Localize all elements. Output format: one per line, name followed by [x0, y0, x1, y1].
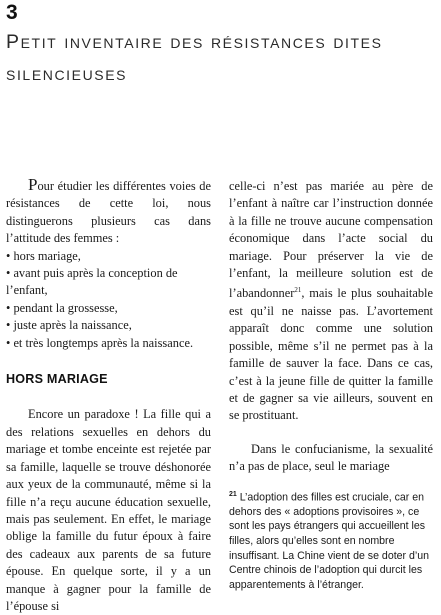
paragraph-text-part-1: celle-ci n’est pas mariée au père de l’enfant à naître car l’instruction donnée à la fille ne trouve aucune compensation économique dans l’acte social du mariage. Pour préserver la vie de l’enfant, la meilleure solution est de l’abandonner: [229, 179, 433, 301]
bullet-item: • hors mariage,: [6, 248, 211, 265]
bullet-list: [6, 248, 211, 352]
section-heading: HORS MARIAGE: [6, 372, 108, 387]
paragraph-continued: [229, 178, 433, 425]
footnote: [229, 488, 433, 593]
right-column: [229, 178, 433, 592]
paragraph-text-part-2: , mais le plus souhaitable est qu’il ne naisse pas. L’avortement apparaît donc comme une solution possible, même s’il ne permet pas à la famille de sauver la face. Dans ce cas, c’est à la jeune fille de quitter la famille et de gagner sa vie ailleurs, souvent en se prostituant.: [229, 286, 433, 423]
left-column: [6, 175, 211, 615]
bullet-item: • avant puis après la conception de l’enfant,: [6, 265, 211, 300]
bullet-item: • juste après la naissance,: [6, 317, 211, 334]
footnote-reference: 21: [294, 286, 302, 295]
intro-paragraph: [6, 175, 211, 248]
paragraph-confucianism: Dans le confucianisme, la sexualité n’a pas de place, seul le mariage: [229, 441, 433, 474]
chapter-number: 3: [6, 1, 18, 24]
bullet-item: • et très longtemps après la naissance.: [6, 335, 211, 352]
footnote-mark: 21: [229, 490, 237, 498]
footnote-text: L’adoption des filles est cruciale, car en dehors des « adoptions provisoires », ce sont les pays étrangers qui accueillent les filles, alors qu’elles sont en nombre insuffisant. La Chine vient de se doter d’un Centre chinois de l’adoption qui durcit les apparentements à l’étranger.: [229, 491, 430, 591]
drop-cap: P: [28, 175, 38, 194]
section-paragraph: Encore un paradoxe ! La fille qui a des relations sexuelles en dehors du mariage et tombe enceinte est rejetée par sa famille, laquelle se trouve déshonorée aux yeux de la communauté, même si la fille n’a reçu aucune éducation sexuelle, mais pas seulement. En effet, le mariage oblige la famille du futur époux à faire des cadeaux aux parents de sa future épouse. En quelque sorte, il y a un manque à gagner pour la famille de l’épouse si: [6, 407, 211, 613]
intro-text: our étudier les différentes voies de résistances de cette loi, nous distinguerons plusieurs cas dans l’attitude des femmes :: [6, 179, 211, 246]
bullet-item: • pendant la grossesse,: [6, 300, 211, 317]
chapter-title: Petit inventaire des résistances dites silencieuses: [6, 31, 383, 85]
